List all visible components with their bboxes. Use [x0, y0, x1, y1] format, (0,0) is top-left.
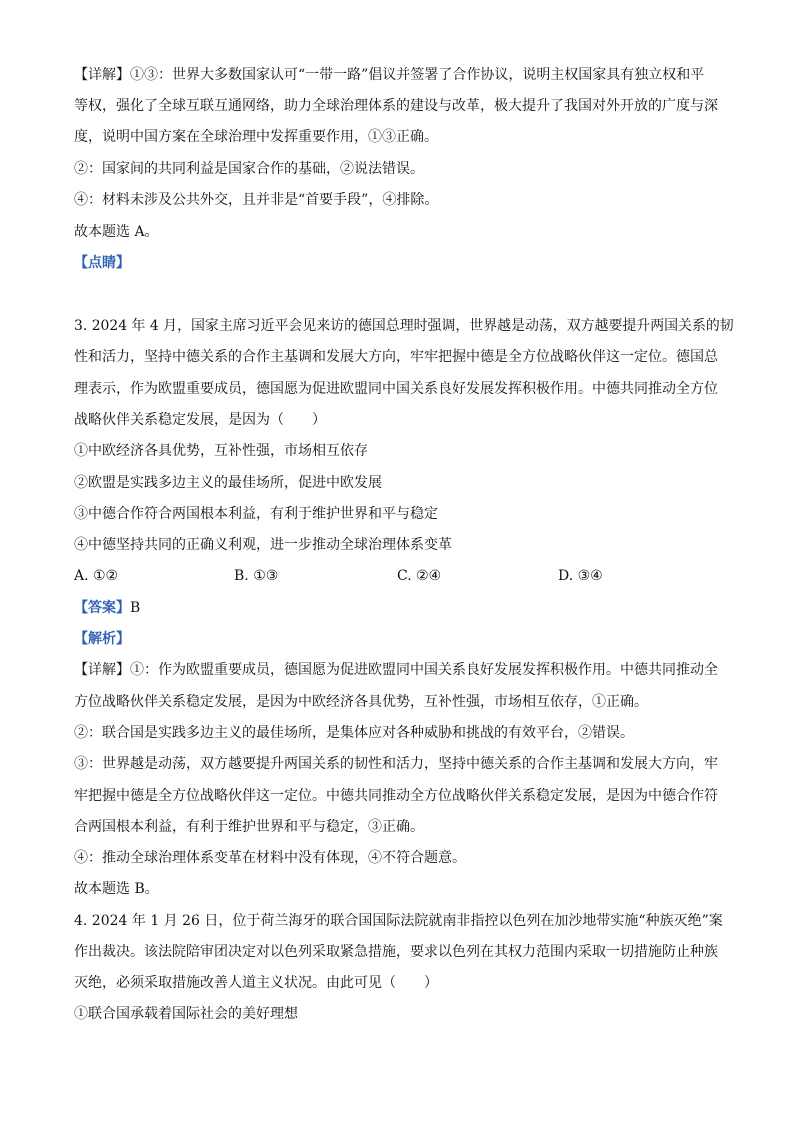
- q3-stem-line-3: 理表示，作为欧盟重要成员，德国愿为促进欧盟同中国关系良好发展发挥积极作用。中德共同推动全方位: [74, 381, 718, 397]
- q3-detail-line-7: ④：推动全球治理体系变革在材料中没有体现，④不符合题意。: [74, 850, 466, 866]
- q2-explain-line-1: 【详解】①③：世界大多数国家认可“一带一路”倡议并签署了合作协议，说明主权国家具有独立权和平: [74, 67, 705, 83]
- answer-value: B: [130, 600, 141, 616]
- q2-key-point-tag: 【点睛】: [74, 255, 130, 271]
- q2-explain-line-3: 度，说明中国方案在全球治理中发挥重要作用，①③正确。: [74, 129, 438, 145]
- q4-stem-line-3: 灭绝，必须采取措施改善人道主义状况。由此可见（ ）: [74, 975, 438, 991]
- q3-detail-line-1: 【详解】①：作为欧盟重要成员，德国愿为促进欧盟同中国关系良好发展发挥积极作用。中德共同推动全: [74, 662, 718, 678]
- q3-conclusion: 故本题选 B。: [74, 881, 159, 897]
- q3-item-4: ④中德坚持共同的正确义利观，进一步推动全球治理体系变革: [74, 537, 452, 553]
- q4-stem-line-1: 4. 2024 年 1 月 26 日，位于荷兰海牙的联合国国际法院就南非指控以色列在加沙地带实施“种族灭绝”案: [74, 913, 723, 929]
- q3-detail-line-2: 方位战略伙伴关系稳定发展，是因为中欧经济各具优势，互补性强，市场相互依存，①正确。: [74, 694, 648, 710]
- q3-detail-line-6: 合两国根本利益，有利于维护世界和平与稳定，③正确。: [74, 819, 424, 835]
- q3-stem-line-1: 3. 2024 年 4 月，国家主席习近平会见来访的德国总理时强调，世界越是动荡，双方越要提升两国关系的韧: [74, 318, 734, 334]
- q3-item-1: ①中欧经济各具优势，互补性强，市场相互依存: [74, 443, 368, 459]
- q3-detail-line-5: 牢把握中德是全方位战略伙伴这一定位。中德共同推动全方位战略伙伴关系稳定发展，是因为中德合作符: [74, 788, 718, 804]
- q3-item-2: ②欧盟是实践多边主义的最佳场所，促进中欧发展: [74, 475, 382, 491]
- q3-detail-line-3: ②：联合国是实践多边主义的最佳场所，是集体应对各种威胁和挑战的有效平台，②错误。: [74, 725, 634, 741]
- q3-option-b: B. ①③: [234, 568, 279, 584]
- q3-option-d: D. ③④: [558, 568, 603, 584]
- q4-stem-line-2: 作出裁决。该法院陪审团决定对以色列采取紧急措施，要求以色列在其权力范围内采取一切措施防止种族: [74, 944, 718, 960]
- q2-explain-line-4: ②：国家间的共同利益是国家合作的基础，②说法错误。: [74, 161, 424, 177]
- q3-option-a: A. ①②: [74, 568, 119, 584]
- answer-tag: 【答案】: [74, 600, 130, 616]
- q3-answer-line: [74, 599, 140, 617]
- analysis-tag: 【解析】: [74, 631, 130, 647]
- q3-detail-line-4: ③：世界越是动荡，双方越要提升两国关系的韧性和活力，坚持中德关系的合作主基调和发展大方向，牢: [74, 756, 718, 772]
- q2-explain-line-2: 等权，强化了全球互联互通网络，助力全球治理体系的建设与改革，极大提升了我国对外开放的广度与深: [74, 98, 718, 114]
- q3-option-c: C. ②④: [397, 568, 442, 584]
- q4-item-1: ①联合国承载着国际社会的美好理想: [74, 1006, 298, 1022]
- q2-conclusion: 故本题选 A。: [74, 224, 159, 240]
- q3-item-3: ③中德合作符合两国根本利益，有利于维护世界和平与稳定: [74, 506, 438, 522]
- q3-stem-line-2: 性和活力，坚持中德关系的合作主基调和发展大方向，牢牢把握中德是全方位战略伙伴这一定位。德国总: [74, 349, 718, 365]
- q2-explain-line-5: ④：材料未涉及公共外交，且并非是“首要手段”，④排除。: [74, 192, 439, 208]
- q3-stem-line-4: 战略伙伴关系稳定发展，是因为（ ）: [74, 412, 326, 428]
